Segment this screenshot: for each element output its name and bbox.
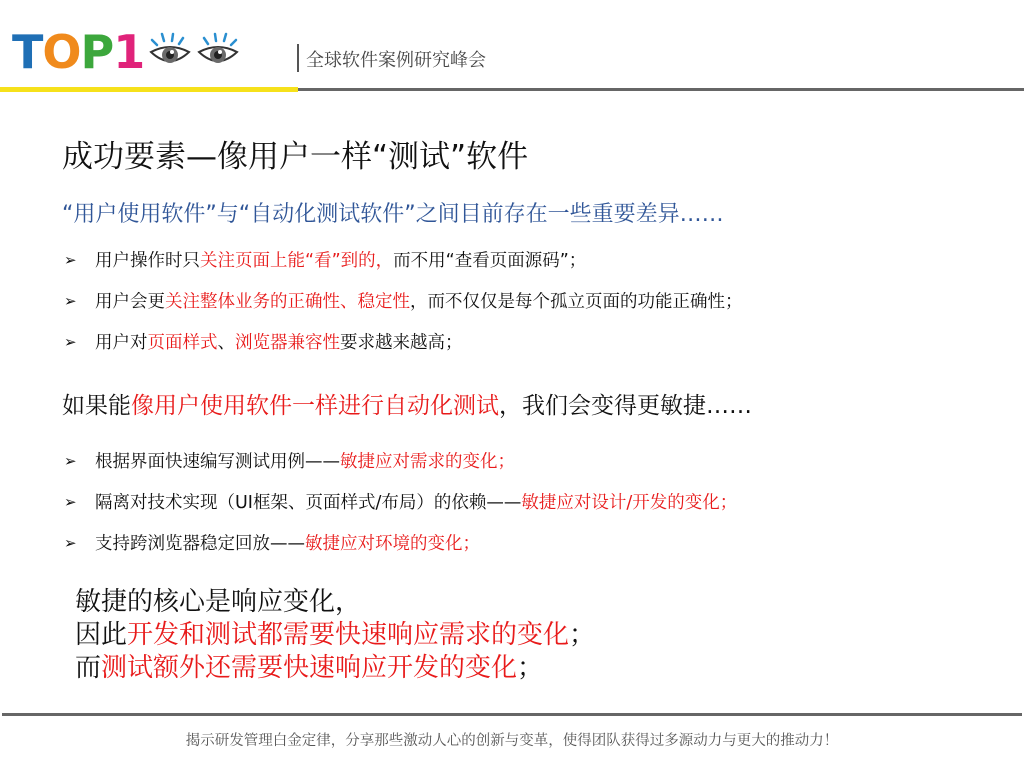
closing-text: 因此 [75, 620, 128, 650]
user-difference-list [64, 239, 1004, 362]
closing-text: ； [517, 653, 544, 683]
logo-letter-o: O [42, 25, 81, 79]
footer-rule [2, 713, 1022, 716]
logo-letter-t: T [12, 25, 43, 79]
top1-logo [12, 26, 240, 78]
bullet-highlight: 关注整体业务的正确性、稳定性 [165, 292, 410, 312]
closing-statement [75, 586, 595, 685]
header-tagline: 全球软件案例研究峰会 [306, 50, 486, 71]
bullet-highlight: 敏捷应对需求的变化； [340, 452, 515, 472]
bullet-text: 、 [217, 333, 235, 353]
arrow-bullet-icon: ➢ [64, 451, 77, 470]
closing-highlight: 开发和测试都需要快速响应需求的变化 [127, 620, 570, 650]
agile-benefit-list [64, 440, 1004, 563]
bullet-highlight: 敏捷应对设计/开发的变化； [521, 493, 738, 513]
list-item [64, 321, 1004, 362]
header-rule [298, 88, 1024, 91]
bullet-highlight: 关注页面上能“看”到的， [200, 251, 394, 271]
closing-text: ； [569, 620, 596, 650]
closing-line-3 [75, 652, 595, 685]
bullet-text: 支持跨浏览器稳定回放—— [95, 534, 305, 554]
bullet-text: 用户操作时只 [95, 251, 200, 271]
slide-header [0, 0, 1024, 92]
list-item [64, 280, 1004, 321]
closing-highlight: 测试额外还需要快速响应开发的变化 [101, 653, 518, 683]
arrow-bullet-icon: ➢ [64, 291, 77, 310]
bullet-text: 而不用“查看页面源码”； [393, 251, 587, 271]
closing-line-2 [75, 619, 595, 652]
bullet-text: 要求越来越高； [340, 333, 463, 353]
list-item [64, 440, 1004, 481]
statement-text: 如果能 [62, 393, 131, 419]
agile-statement [62, 387, 752, 420]
arrow-bullet-icon: ➢ [64, 332, 77, 351]
bullet-text: 根据界面快速编写测试用例—— [95, 452, 340, 472]
eye-right-icon [196, 32, 240, 72]
logo-eyes-icon [148, 32, 240, 72]
logo-letter-1: 1 [113, 25, 145, 79]
bullet-text: 用户对 [95, 333, 148, 353]
bullet-text: ，而不仅仅是每个孤立页面的功能正确性； [410, 292, 743, 312]
bullet-text: 隔离对技术实现（UI框架、页面样式/布局）的依赖—— [95, 493, 522, 513]
header-separator [297, 44, 299, 72]
bullet-highlight: 浏览器兼容性 [235, 333, 340, 353]
logo-letter-p: P [80, 25, 114, 79]
statement-highlight: 像用户使用软件一样进行自动化测试 [131, 393, 499, 419]
list-item [64, 522, 1004, 563]
statement-text: ，我们会变得更敏捷…… [499, 393, 752, 419]
list-item [64, 481, 1004, 522]
closing-text: 而 [75, 653, 102, 683]
header-accent-bar [0, 87, 298, 92]
bullet-highlight: 页面样式 [147, 333, 218, 353]
arrow-bullet-icon: ➢ [64, 533, 77, 552]
list-item [64, 239, 1004, 280]
closing-line-1: 敏捷的核心是响应变化， [75, 587, 362, 617]
eye-left-icon [148, 32, 192, 72]
arrow-bullet-icon: ➢ [64, 250, 77, 269]
bullet-highlight: 敏捷应对环境的变化； [305, 534, 480, 554]
arrow-bullet-icon: ➢ [64, 492, 77, 511]
slide-title: 成功要素—像用户一样“测试”软件 [62, 139, 529, 175]
bullet-text: 用户会更 [95, 292, 165, 312]
footer-slogan: 揭示研发管理白金定律，分享那些激动人心的创新与变革，使得团队获得过多源动力与更大的推动力！ [185, 733, 839, 749]
slide-subtitle: “用户使用软件”与“自动化测试软件”之间目前存在一些重要差异…… [62, 202, 724, 227]
